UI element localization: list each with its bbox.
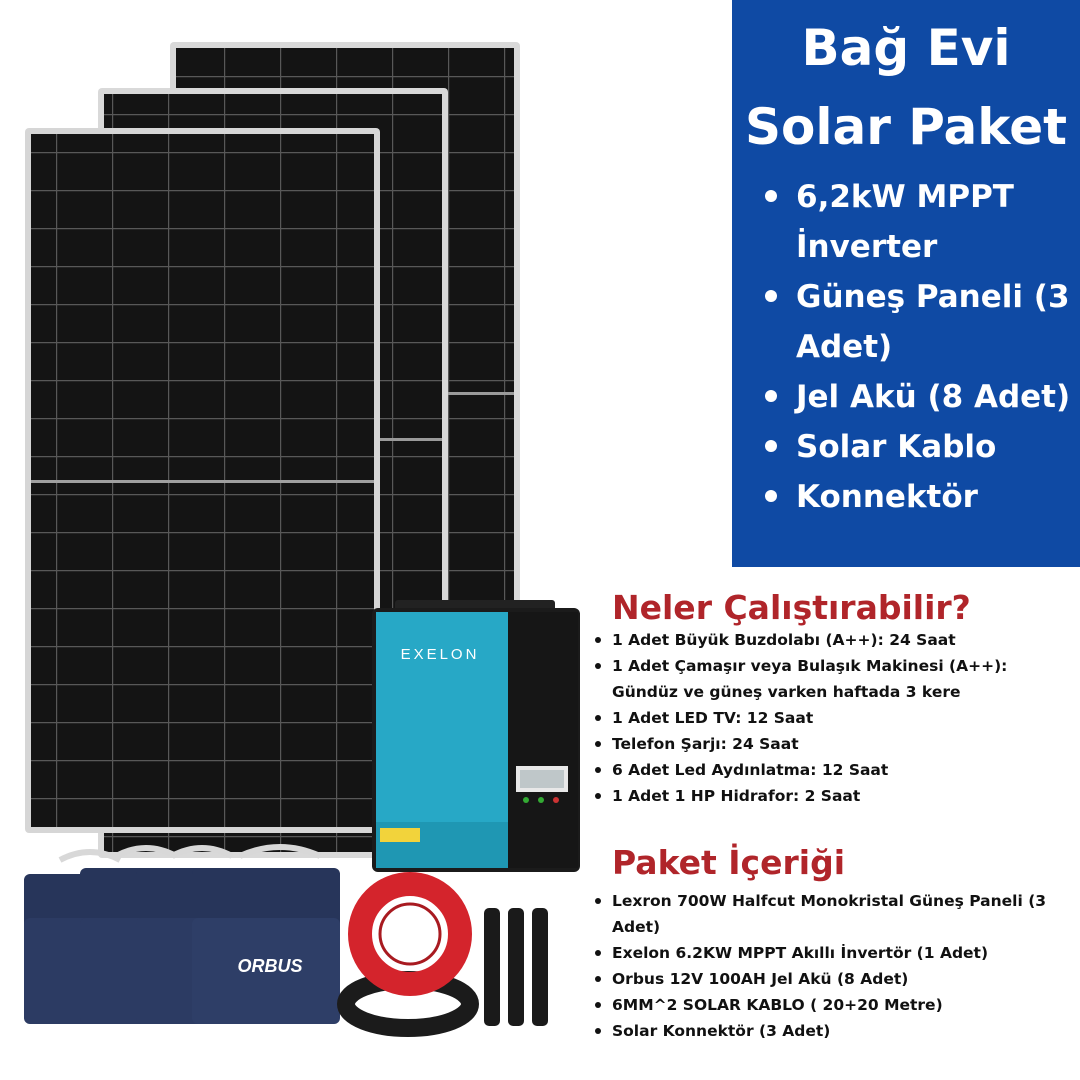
feature-item: Güneş Paneli (3 Adet): [762, 272, 1080, 372]
usage-list: [612, 627, 1064, 809]
package-list: [612, 888, 1064, 1044]
promo-title-line1: Bağ Evi: [801, 19, 1011, 77]
feature-item: Jel Akü (8 Adet): [762, 372, 1080, 422]
usage-item: 6 Adet Led Aydınlatma: 12 Saat: [612, 757, 1064, 783]
package-item: Exelon 6.2KW MPPT Akıllı İnvertör (1 Adet): [612, 940, 1064, 966]
inverter: [372, 600, 580, 872]
feature-list: [762, 172, 1080, 522]
inverter-brand-label: EXELON: [400, 646, 480, 663]
mc4-connectors: [484, 908, 548, 1026]
solar-cable-coils: [346, 884, 470, 1028]
package-item: Solar Konnektör (3 Adet): [612, 1018, 1064, 1044]
usage-item: Telefon Şarjı: 24 Saat: [612, 731, 1064, 757]
package-item: Orbus 12V 100AH Jel Akü (8 Adet): [612, 966, 1064, 992]
usage-item: 1 Adet Büyük Buzdolabı (A++): 24 Saat: [612, 627, 1064, 653]
promo-title-line2: Solar Paket: [744, 98, 1068, 156]
package-item: 6MM^2 SOLAR KABLO ( 20+20 Metre): [612, 992, 1064, 1018]
usage-item: 1 Adet Çamaşır veya Bulaşık Makinesi (A++): Gündüz ve güneş varken haftada 3 kere: [612, 653, 1064, 705]
battery-brand-label: ORBUS: [237, 956, 303, 976]
feature-item: Solar Kablo: [762, 422, 1080, 472]
feature-item: Konnektör: [762, 472, 1080, 522]
feature-item: 6,2kW MPPT İnverter: [762, 172, 1080, 272]
gel-battery-stack: [24, 847, 340, 1024]
package-title: Paket İçeriği: [612, 843, 846, 882]
promo-box: [732, 0, 1080, 567]
usage-item: 1 Adet LED TV: 12 Saat: [612, 705, 1064, 731]
solar-panel-front: [25, 128, 380, 833]
usage-title: Neler Çalıştırabilir?: [612, 588, 971, 627]
usage-item: 1 Adet 1 HP Hidrafor: 2 Saat: [612, 783, 1064, 809]
package-item: Lexron 700W Halfcut Monokristal Güneş Paneli (3 Adet): [612, 888, 1064, 940]
